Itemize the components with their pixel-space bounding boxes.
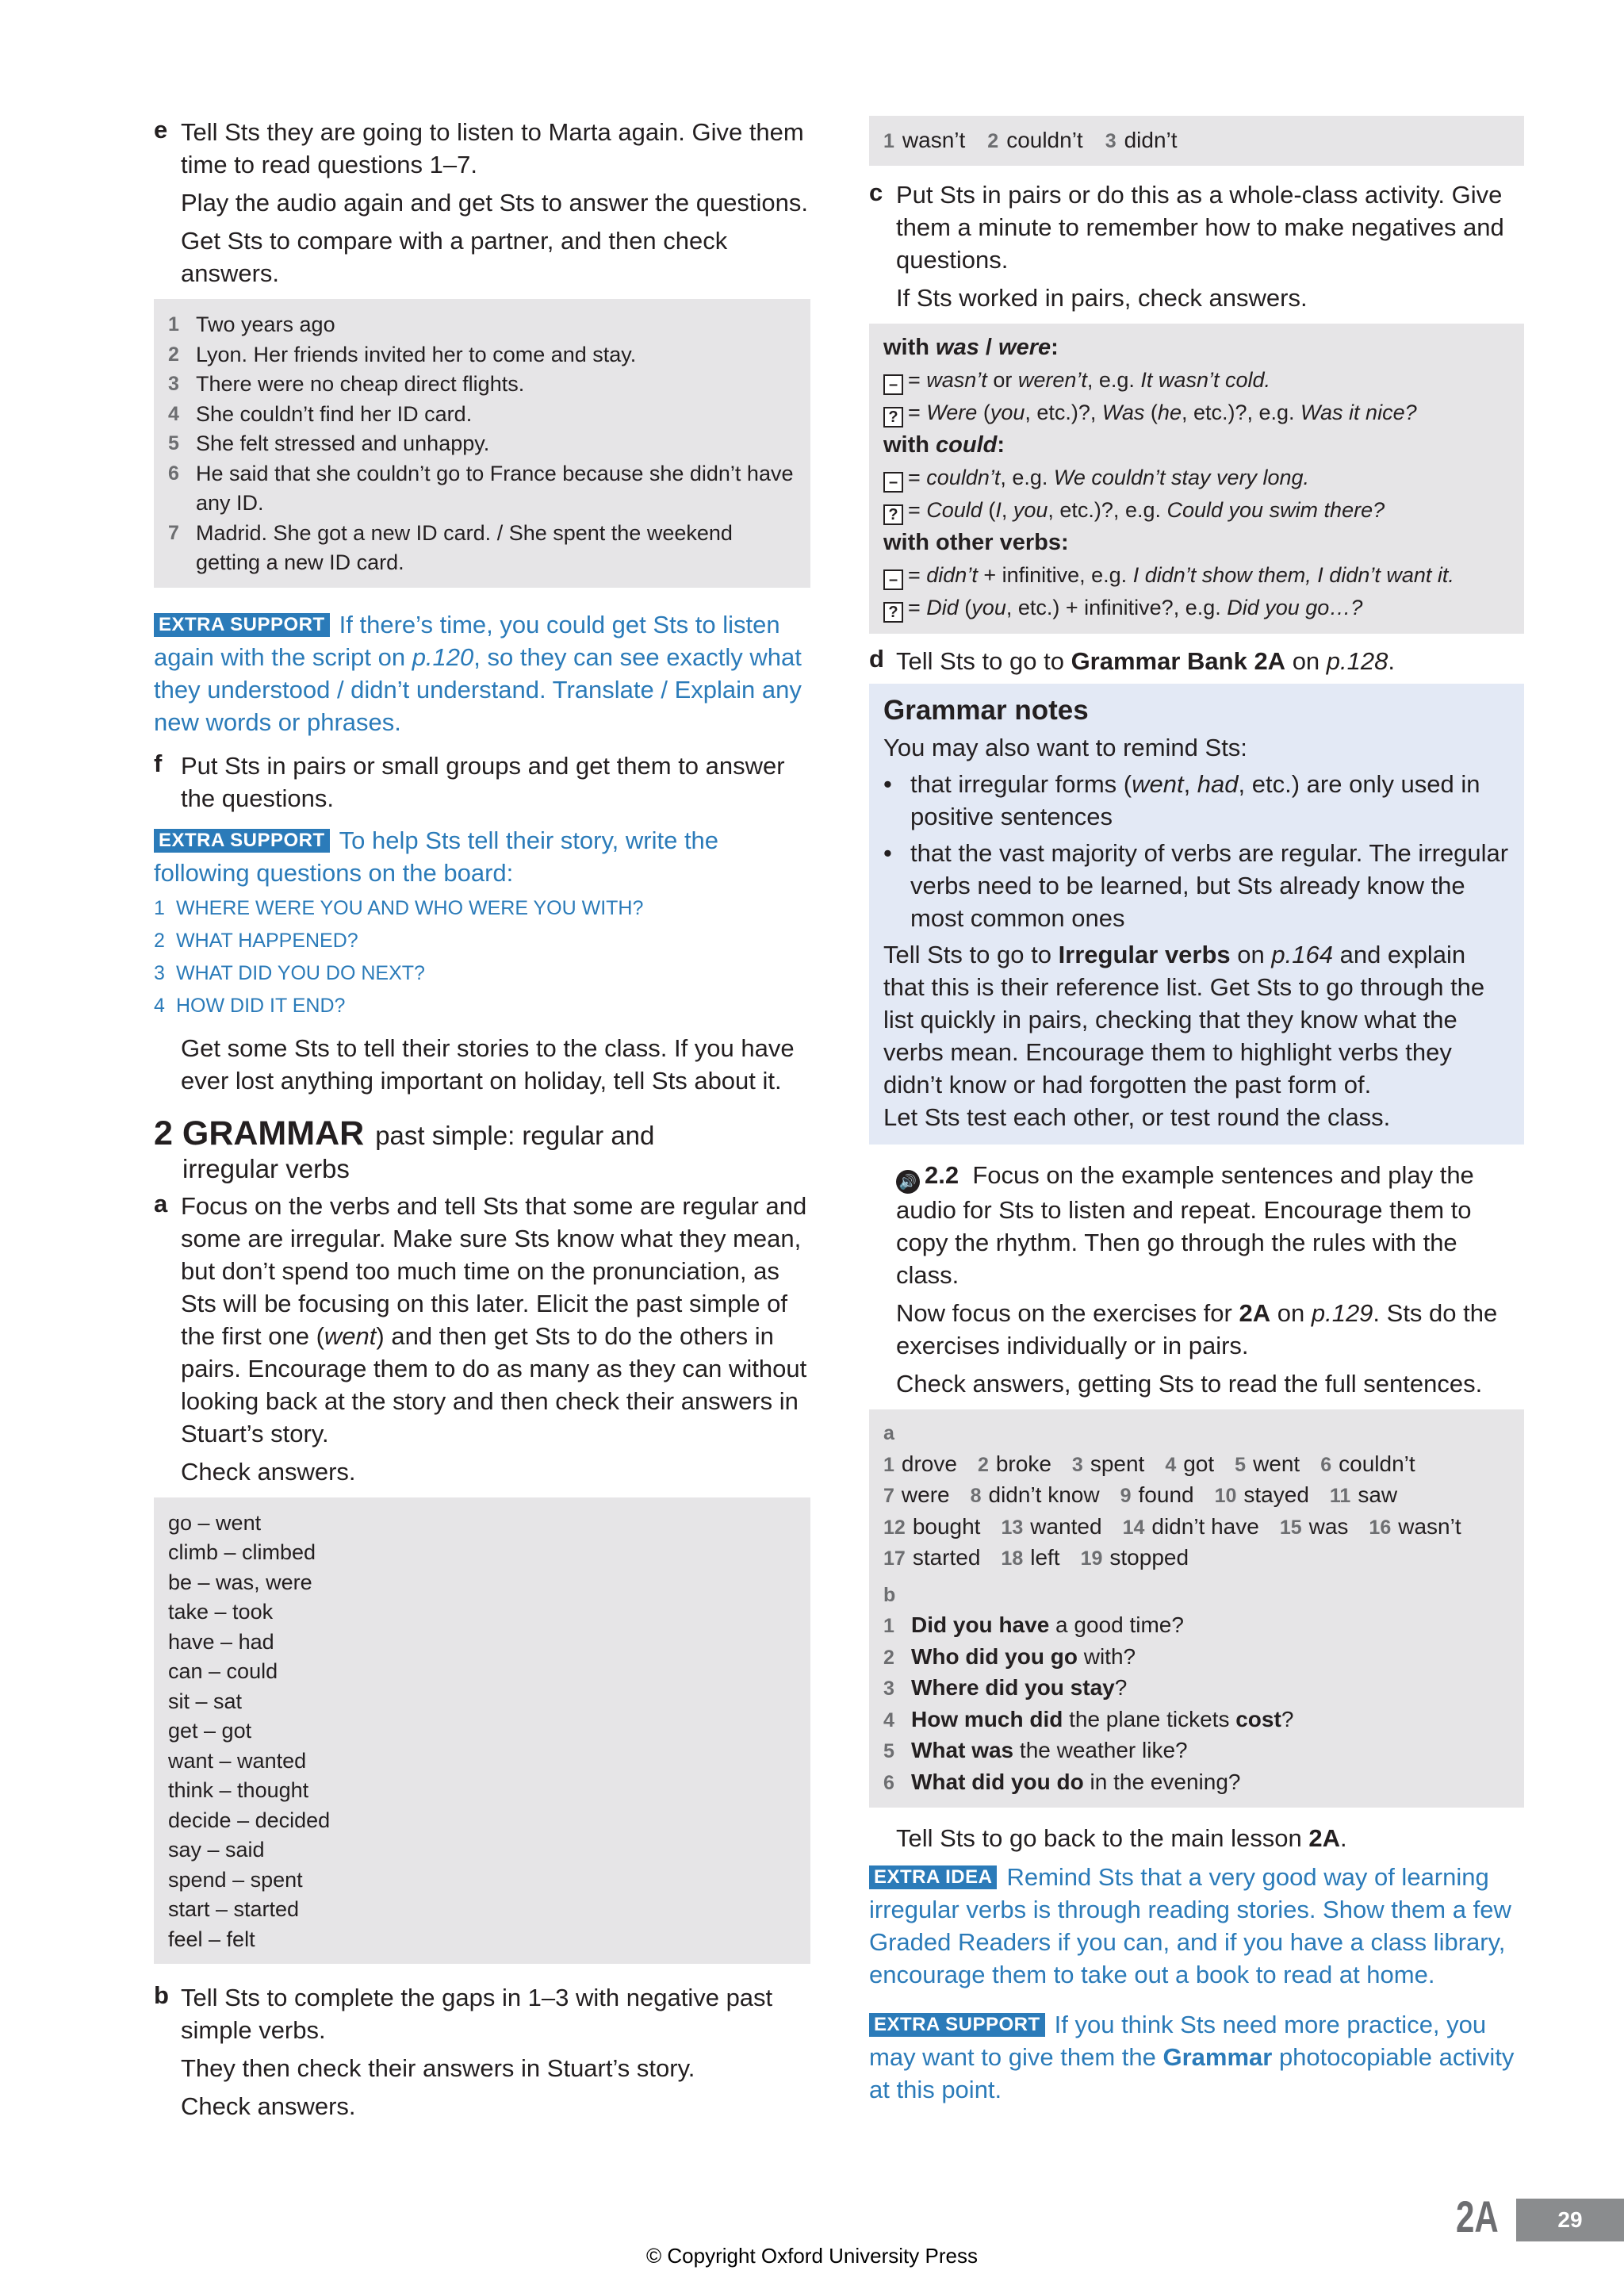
exercise-letter: e — [154, 116, 168, 144]
instruction: Get some Sts to tell their stories to the class. If you have ever lost anything important on holiday, tell Sts about it. — [181, 1033, 795, 1095]
left-column — [154, 116, 810, 2128]
minus-icon: – — [883, 472, 903, 493]
grammar-rule: ? = Could (I, you, etc.)?, e.g. Could you swim there? — [883, 494, 1510, 527]
extra-support-tag: EXTRA SUPPORT — [869, 2013, 1045, 2037]
right-column — [869, 116, 1524, 2106]
verb-pair: go – went — [168, 1510, 262, 1535]
exercise-letter: d — [869, 645, 884, 673]
answer-section-label: b — [883, 1583, 896, 1606]
answer-item: 6 He said that she couldn’t go to France because she didn’t have any ID. — [168, 461, 794, 515]
exercise-letter: b — [154, 1981, 169, 2009]
notes-bullet: • that the vast majority of verbs are regular. The irregular verbs need to be learned, but Sts already know the most common ones — [883, 837, 1510, 934]
answer-item: 1 Two years ago — [168, 313, 335, 336]
instruction: Tell Sts to complete the gaps in 1–3 with negative past simple verbs. — [181, 1984, 773, 2044]
answer-row: 17 started 18 left 19 stopped — [883, 1545, 1189, 1570]
verb-pair: sit – sat — [168, 1689, 243, 1713]
answer-box-e — [154, 299, 810, 588]
answer-row: 7 were 8 didn’t know 9 found 10 stayed 11 saw — [883, 1482, 1398, 1507]
board-question: 1 WHERE WERE YOU AND WHO WERE YOU WITH? — [154, 896, 644, 919]
instruction: Tell Sts they are going to listen to Marta again. Give them time to read questions 1–7. — [181, 118, 804, 178]
verb-pair: take – took — [168, 1600, 274, 1624]
grammar-rule: – = wasn’t or weren’t, e.g. It wasn’t cold. — [883, 364, 1510, 397]
board-question: 4 HOW DID IT END? — [154, 994, 346, 1017]
exercise-letter: f — [154, 749, 163, 777]
answer-item: 5 She felt stressed and unhappy. — [168, 431, 490, 455]
lesson-code: 2A — [1456, 2191, 1499, 2241]
verb-pair: say – said — [168, 1838, 265, 1862]
answer-item: 5 What was the weather like? — [883, 1738, 1188, 1762]
exercise-b — [154, 1981, 810, 2122]
extra-support-tag: EXTRA SUPPORT — [154, 613, 330, 637]
grammar-rule: ? = Were (you, etc.)?, Was (he, etc.)?, e.g. Was it nice? — [883, 397, 1510, 429]
verb-pair: decide – decided — [168, 1808, 331, 1832]
grammar-rule: ? = Did (you, etc.) + infinitive?, e.g. Did you go…? — [883, 592, 1510, 624]
board-question: 3 WHAT DID YOU DO NEXT? — [154, 961, 425, 984]
verb-pair: start – started — [168, 1897, 300, 1921]
instruction: They then check their answers in Stuart’s story. — [181, 2054, 695, 2082]
instruction: Now focus on the exercises for 2A on p.129. Sts do the exercises individually or in pairs. — [896, 1299, 1498, 1359]
answer-item: 3 Where did you stay? — [883, 1675, 1128, 1700]
notes-bullet: • that irregular forms (went, had, etc.) are only used in positive sentences — [883, 768, 1510, 833]
instruction: 🔊 2.2 Focus on the example sentences and play the audio for Sts to listen and repeat. Encourage them to copy the rhythm. Then go through the rules with the class. — [896, 1161, 1474, 1289]
exercise-d — [869, 645, 1524, 677]
answer-item: 2 Who did you go with? — [883, 1643, 1136, 1669]
board-question: 2 WHAT HAPPENED? — [154, 929, 358, 952]
back-to-lesson — [869, 1822, 1524, 1854]
extra-support-tag: EXTRA SUPPORT — [154, 829, 330, 853]
grammar-subhead: with other verbs: — [883, 530, 1069, 555]
section-heading: 2 GRAMMAR past simple: regular and irregular verbs — [154, 1114, 655, 1183]
verb-pair: can – could — [168, 1659, 278, 1683]
verb-pair: think – thought — [168, 1778, 309, 1802]
speaker-icon: 🔊 — [896, 1170, 920, 1194]
instruction: Check answers. — [181, 2092, 356, 2120]
extra-idea: EXTRA IDEA Remind Sts that a very good way of learning irregular verbs is through reading stories. Show them a few Graded Readers if you can, and if you have a class library, encourage them to take out a book to read at home. — [869, 1863, 1511, 1988]
grammar-answer-box — [869, 324, 1524, 634]
extra-support-2: EXTRA SUPPORT To help Sts tell their story, write the following questions on the board: — [154, 826, 719, 887]
question-icon: ? — [883, 504, 903, 525]
extra-support-1: EXTRA SUPPORT If there’s time, you could get Sts to listen again with the script on p.120, so they can see exactly what they understood / didn’t understand. Translate / Explain any new words or phrases. — [154, 610, 802, 736]
minus-icon: – — [883, 569, 903, 590]
exercise-f — [154, 750, 810, 815]
verb-list-box — [154, 1497, 810, 1965]
grammar-subhead: with could: — [883, 432, 1005, 458]
extra-support-3: EXTRA SUPPORT If you think Sts need more practice, you may want to give them the Grammar photocopiable activity at this point. — [869, 2011, 1515, 2103]
instruction: Tell Sts to go to Grammar Bank 2A on p.128. — [896, 647, 1395, 675]
answer-item: 7 Madrid. She got a new ID card. / She spent the weekend getting a new ID card. — [168, 520, 733, 574]
grammar-notes-box — [869, 684, 1524, 1145]
verb-pair: feel – felt — [168, 1927, 255, 1951]
exercise-letter: c — [869, 178, 883, 206]
answer-item: 1 Did you have a good time? — [883, 1612, 1184, 1637]
answer-box-b: 1 wasn’t 2 couldn’t 3 didn’t — [869, 116, 1524, 166]
page-number: 29 — [1516, 2199, 1624, 2241]
instruction: Tell Sts to go back to the main lesson 2A. — [896, 1824, 1347, 1852]
answer-item: 6 What did you do in the evening? — [883, 1769, 1241, 1794]
exercise-letter: a — [154, 1189, 168, 1217]
exercise-a — [154, 1190, 810, 1488]
exercise-c — [869, 178, 1524, 314]
question-icon: ? — [883, 602, 903, 623]
grammar-rule: – = couldn’t, e.g. We couldn’t stay very long. — [883, 462, 1510, 494]
minus-icon: – — [883, 374, 903, 395]
grammar-subhead: with was / were: — [883, 335, 1059, 360]
notes-intro: You may also want to remind Sts: — [883, 734, 1247, 761]
instruction: Focus on the verbs and tell Sts that some are regular and some are irregular. Make sure Sts know what they mean, but don’t spend too much time on the pronunciation, as Sts will be focusing on this later. Elicit the past simple of the first one (went) and then get Sts to do the others in pairs. Encourage them to do as many as they can without looking back at the story and then check their answers in Stuart’s story. — [181, 1191, 807, 1448]
answer-item: 2 Lyon. Her friends invited her to come and stay. — [168, 342, 637, 366]
instruction: Get Sts to compare with a partner, and then check answers. — [181, 227, 728, 287]
answer-item: 3 There were no cheap direct flights. — [168, 372, 525, 396]
verb-pair: climb – climbed — [168, 1540, 316, 1564]
answer-section-label: a — [883, 1422, 894, 1444]
grammar-rule: – = didn’t + infinitive, e.g. I didn’t show them, I didn’t want it. — [883, 559, 1510, 592]
board-questions — [154, 892, 810, 1022]
extra-idea-tag: EXTRA IDEA — [869, 1865, 997, 1889]
instruction: Check answers. — [181, 1457, 356, 1486]
verb-pair: want – wanted — [168, 1748, 307, 1773]
answer-row: 1 drove 2 broke 3 spent 4 got 5 went 6 couldn’t — [883, 1451, 1415, 1476]
answer-box-grammar-bank — [869, 1409, 1524, 1808]
exercise-audio — [869, 1159, 1524, 1400]
answer-item: 4 How much did the plane tickets cost? — [883, 1706, 1294, 1731]
exercise-e — [154, 116, 810, 290]
notes-paragraph: Tell Sts to go to Irregular verbs on p.164 and explain that this is their reference list. Get Sts to go through the list quickly in pairs, checking that they know what the verbs mean. Encourage them to highlight verbs they didn’t know or had forgotten the past form of. — [883, 941, 1485, 1099]
verb-pair: have – had — [168, 1629, 274, 1654]
instruction: Put Sts in pairs or small groups and get them to answer the questions. — [181, 751, 785, 812]
question-icon: ? — [883, 407, 903, 428]
copyright-notice: © Copyright Oxford University Press — [646, 2244, 978, 2268]
answer-item: 4 She couldn’t find her ID card. — [168, 401, 473, 426]
instruction: Play the audio again and get Sts to answer the questions. — [181, 189, 809, 217]
verb-pair: be – was, were — [168, 1570, 312, 1594]
answer-row: 12 bought 13 wanted 14 didn’t have 15 was 16 wasn’t — [883, 1513, 1461, 1539]
verb-pair: spend – spent — [168, 1867, 303, 1892]
notes-paragraph: Let Sts test each other, or test round the class. — [883, 1103, 1391, 1131]
instruction: Put Sts in pairs or do this as a whole-class activity. Give them a minute to remember how to make negatives and questions. — [896, 181, 1504, 274]
exercise-f-followup — [154, 1032, 810, 1097]
verb-pair: get – got — [168, 1719, 252, 1743]
grammar-notes-title: Grammar notes — [883, 695, 1089, 726]
instruction: Check answers, getting Sts to read the full sentences. — [896, 1370, 1483, 1398]
instruction: If Sts worked in pairs, check answers. — [896, 284, 1308, 312]
